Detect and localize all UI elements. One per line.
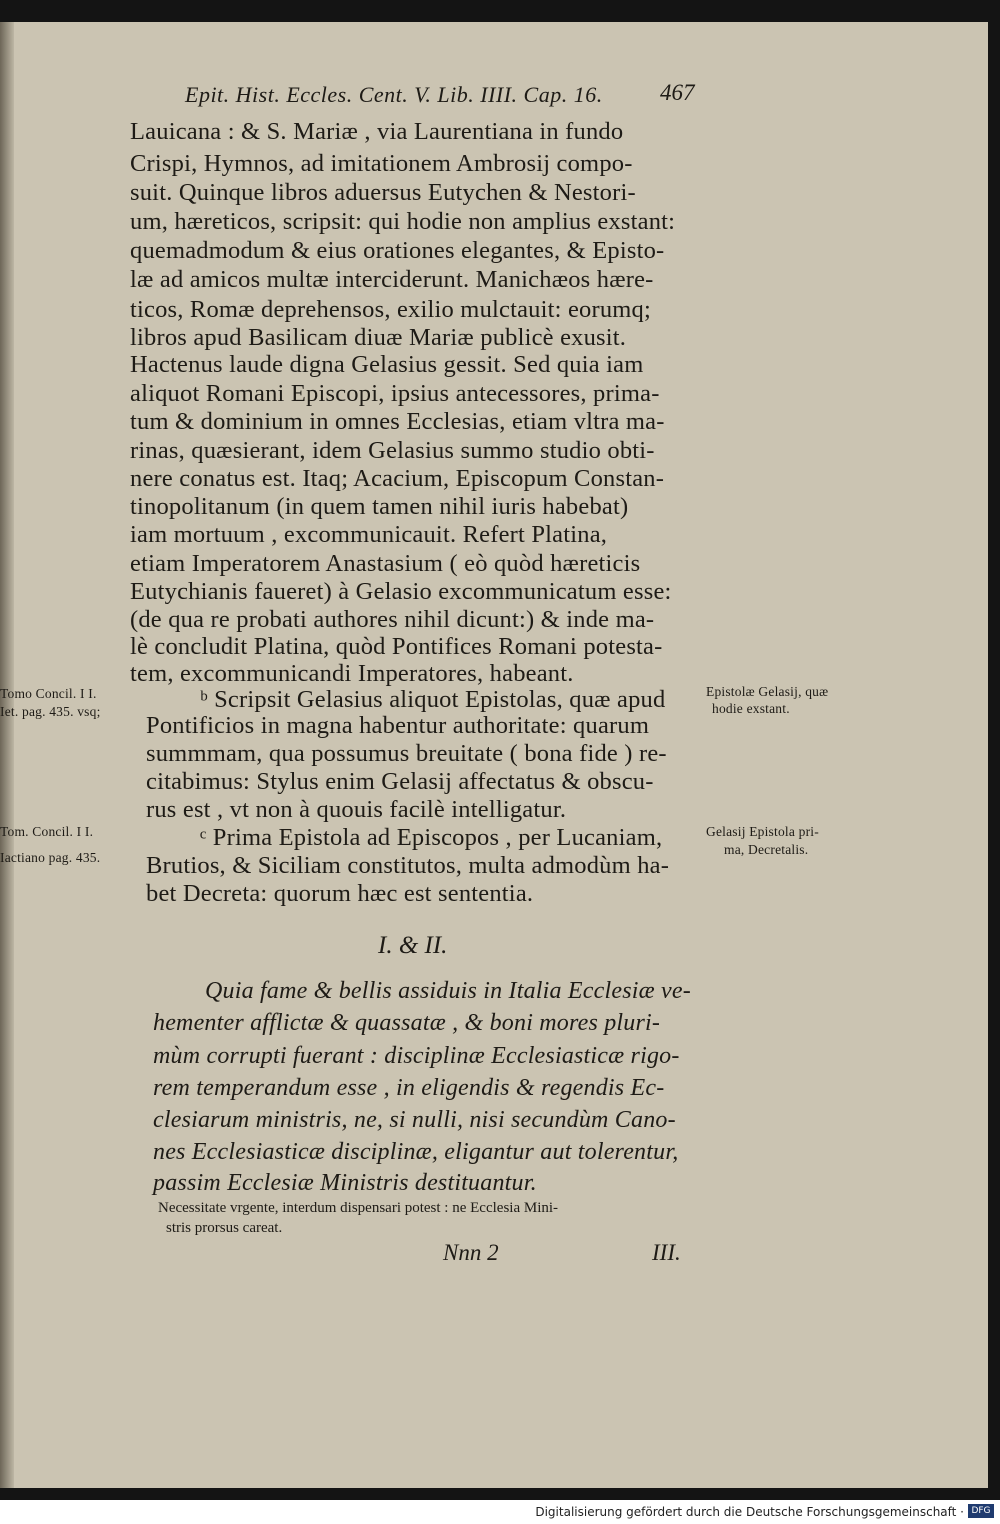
body-line: iam mortuum , excommunicauit. Refert Platina, (130, 521, 608, 548)
canon-line: rem temperandum esse , in eligendis & regendis Ec- (153, 1075, 665, 1101)
body-line: bet Decreta: quorum hæc est sententia. (146, 880, 534, 907)
page-gutter-shadow (0, 22, 14, 1488)
body-line: tum & dominium in omnes Ecclesias, etiam vltra ma- (130, 408, 665, 435)
body-line: rus est , vt non à quouis facilè intelligatur. (146, 796, 567, 823)
body-line: Hactenus laude digna Gelasius gessit. Sed quia iam (130, 351, 644, 378)
body-line: summmam, qua possumus breuitate ( bona fide ) re- (146, 740, 667, 767)
margin-note-left: Tomo Concil. I I. (0, 686, 97, 701)
margin-note-right: ma, Decretalis. (724, 842, 809, 857)
body-line: ᶜ Prima Epistola ad Episcopos , per Lucaniam, (200, 824, 663, 851)
body-line: um, hæreticos, scripsit: qui hodie non amplius exstant: (130, 208, 676, 235)
body-line: Eutychianis faueret) à Gelasio excommunicatum esse: (130, 578, 672, 605)
margin-note-right: Epistolæ Gelasij, quæ (706, 684, 829, 699)
digitization-credit: Digitalisierung gefördert durch die Deutsche Forschungsgemeinschaft · (535, 1505, 964, 1519)
margin-note-right: hodie exstant. (712, 701, 790, 716)
margin-note-left: Iactiano pag. 435. (0, 850, 101, 865)
body-line: Pontificios in magna habentur authoritate: quarum (146, 712, 650, 739)
canon-line: hementer afflictæ & quassatæ , & boni mores pluri- (153, 1010, 661, 1036)
dfg-logo: DFG (968, 1504, 994, 1518)
margin-note-left: Iet. pag. 435. vsq; (0, 704, 101, 719)
body-line: lè concludit Platina, quòd Pontifices Romani potesta- (130, 633, 663, 660)
body-line: aliquot Romani Episcopi, ipsius antecessores, prima- (130, 380, 660, 407)
body-line: ticos, Romæ deprehensos, exilio mulctauit: eorumq; (130, 296, 652, 323)
body-line: Brutios, & Siciliam constitutos, multa admodùm ha- (146, 852, 670, 879)
note-line: stris prorsus careat. (166, 1220, 283, 1236)
body-line: suit. Quinque libros aduersus Eutychen & Nestori- (130, 179, 636, 206)
body-line: ᵇ Scripsit Gelasius aliquot Epistolas, quæ apud (200, 686, 666, 713)
page-number: 467 (660, 80, 695, 105)
canon-line: mùm corrupti fuerant : disciplinæ Ecclesiasticæ rigo- (153, 1043, 680, 1069)
canon-line: passim Ecclesiæ Ministris destituantur. (153, 1170, 537, 1196)
canon-line: nes Ecclesiasticæ disciplinæ, eligantur aut tolerentur, (153, 1139, 679, 1165)
body-line: Crispi, Hymnos, ad imitationem Ambrosij compo- (130, 150, 633, 177)
body-line: libros apud Basilicam diuæ Mariæ publicè exusit. (130, 324, 627, 351)
body-line: etiam Imperatorem Anastasium ( eò quòd hæreticis (130, 550, 641, 577)
margin-note-right: Gelasij Epistola pri- (706, 824, 819, 839)
note-line: Necessitate vrgente, interdum dispensari potest : ne Ecclesia Mini- (158, 1200, 559, 1216)
body-line: rinas, quæsierant, idem Gelasius summo studio obti- (130, 437, 655, 464)
margin-note-left: Tom. Concil. I I. (0, 824, 94, 839)
canon-line: clesiarum ministris, ne, si nulli, nisi secundùm Cano- (153, 1107, 676, 1133)
signature-mark: Nnn 2 (443, 1240, 499, 1265)
body-line: (de qua re probati authores nihil dicunt:) & inde ma- (130, 606, 655, 633)
body-line: læ ad amicos multæ interciderunt. Manichæos hære- (130, 266, 654, 293)
section-number: I. & II. (378, 932, 448, 959)
body-line: citabimus: Stylus enim Gelasij affectatus & obscu- (146, 768, 654, 795)
canon-line: Quia fame & bellis assiduis in Italia Ecclesiæ ve- (205, 978, 691, 1004)
running-head: Epit. Hist. Eccles. Cent. V. Lib. IIII. Cap. 16. (185, 82, 603, 107)
body-line: quemadmodum & eius orationes elegantes, & Episto- (130, 237, 665, 264)
body-line: tem, excommunicandi Imperatores, habeant. (130, 660, 574, 687)
body-line: tinopolitanum (in quem tamen nihil iuris habebat) (130, 493, 629, 520)
body-line: Lauicana : & S. Mariæ , via Laurentiana in fundo (130, 118, 624, 145)
body-line: nere conatus est. Itaq; Acacium, Episcopum Constan- (130, 465, 665, 492)
catchword: III. (652, 1240, 681, 1265)
